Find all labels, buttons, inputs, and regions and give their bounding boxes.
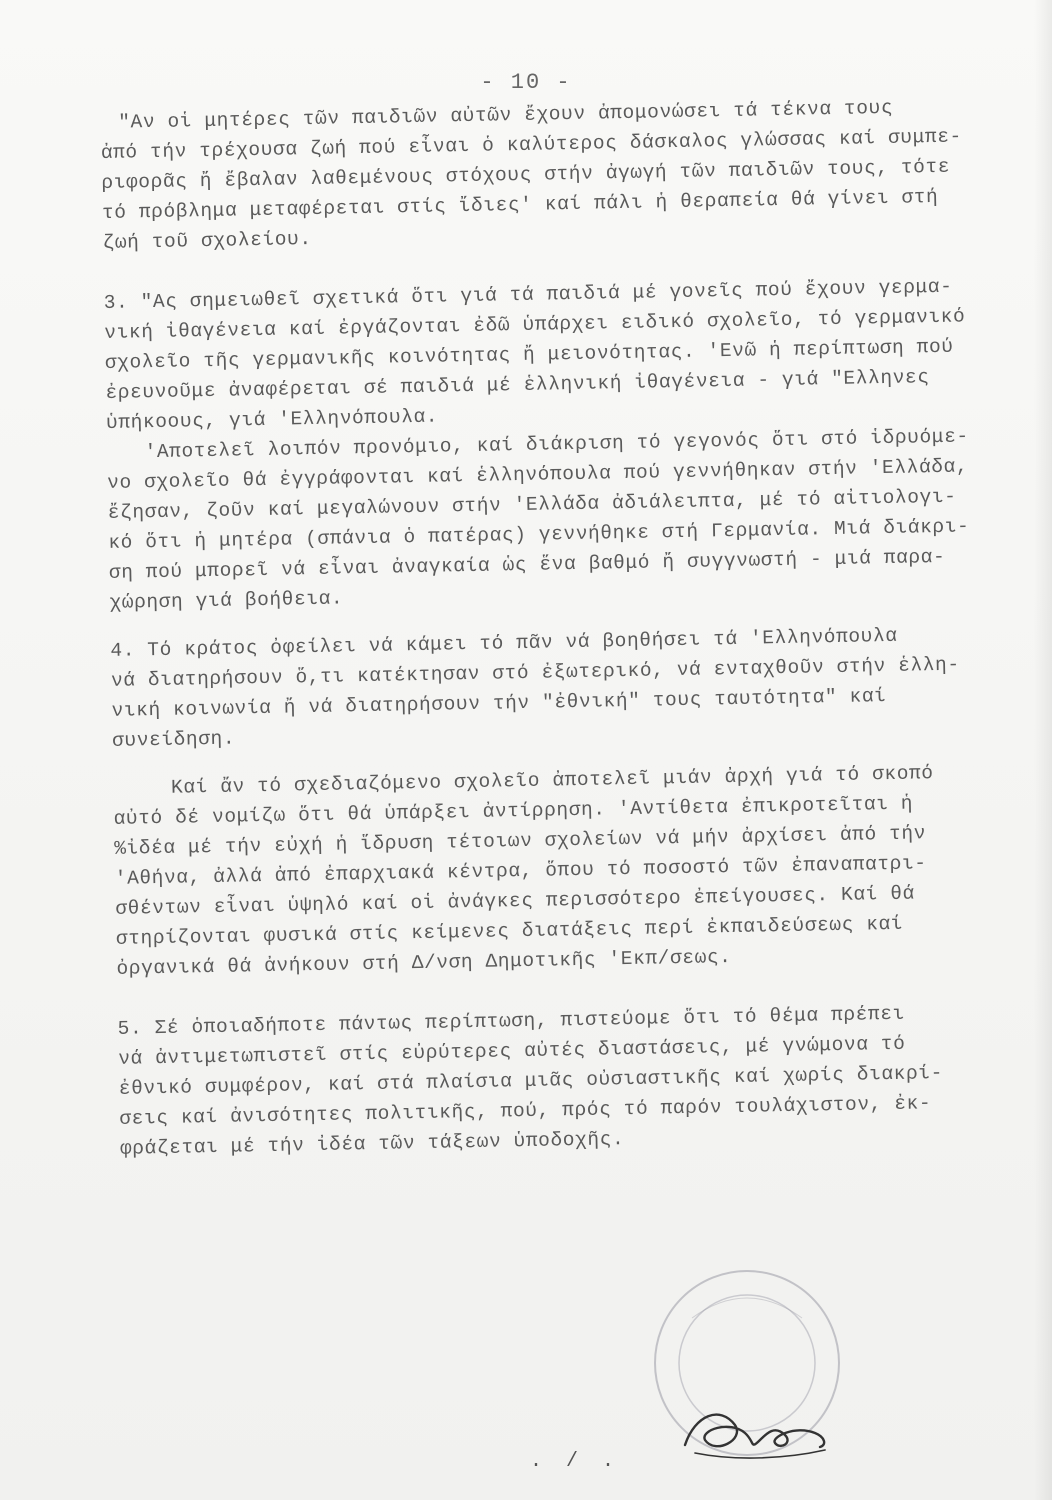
text-line: αὐτό δέ νομίζω ὅτι θά ὑπάρξει ἀντίρρηση. 'Αντίθετα ἐπικροτεῖται ἡ (113, 792, 914, 830)
text-line: νική ἰθαγένεια καί ἐργάζονται ἐδῶ ὑπάρχει ειδικό σχολεῖο, τό γερμανικό (104, 305, 966, 344)
text-line: χώρηση γιά βοήθεια. (109, 587, 344, 614)
page-number: - 10 - (480, 70, 572, 95)
page-edge-shadow (1034, 0, 1052, 1500)
text-line: 'Αθήνα, ἀλλά ἀπό ἐπαρχιακά κέντρα, ὅπου τό ποσοστό τῶν ἐπαναπατρι- (114, 852, 927, 890)
continuation-mark: . / . (530, 1450, 621, 1473)
text-line: ἔζησαν, ζοῦν καί μεγαλώνουν στήν 'Ελλάδα ἀδιάλειπτα, μέ τό αἰτιολογι- (107, 485, 957, 524)
text-line: κό ὅτι ἡ μητέρα (σπάνια ὁ πατέρας) γεννήθηκε στή Γερμανία. Μιά διάκρι- (108, 515, 970, 554)
text-line: ὀργανικά θά ἀνήκουν στή Δ/νση Δημοτικῆς 'Εκπ/σεως. (116, 946, 732, 980)
text-line: νική κοινωνία ἤ νά διατηρήσουν τήν "ἐθνική" τους ταυτότητα" καί (111, 685, 887, 722)
text-line: ἀπό τήν τρέχουσα ζωή πού εἶναι ὁ καλύτερος δάσκαλος γλώσσας καί συμπε- (100, 125, 963, 164)
text-line: ἐθνικό συμφέρον, καί στά πλαίσια μιᾶς οὐσιαστικῆς καί χωρίς διακρί- (118, 1061, 944, 1100)
text-line: 'Αποτελεῖ λοιπόν προνόμιο, καί διάκριση τό γεγονός ὅτι στό ἱδρυόμε- (144, 425, 969, 464)
text-line: σχολεῖο τῆς γερμανικῆς κοινότητας ἤ μειονότητας. 'Ενῶ ἡ περίπτωση πού (104, 335, 954, 374)
text-line: ὑπήκοους, γιά 'Ελληνόπουλα. (105, 405, 439, 434)
text-line: 5. Σέ ὁποιαδήποτε πάντως περίπτωση, πιστεύομε ὅτι τό θέμα πρέπει (117, 1002, 906, 1040)
text-line: σθέντων εἶναι ὑψηλό καί οἱ ἀνάγκες περισσότερο ἐπείγουσες. Καί θά (115, 882, 916, 920)
text-line: ριφορᾶς ἤ ἔβαλαν λαθεμένους στόχους στήν ἀγωγή τῶν παιδιῶν τους, τότε (101, 155, 951, 194)
text-line: συνείδηση. (111, 727, 236, 752)
text-line: φράζεται μέ τήν ἰδέα τῶν τάξεων ὑποδοχῆς. (119, 1128, 625, 1160)
text-line: %ἰδέα μέ τήν εὐχή ἡ ἵδρυση τέτοιων σχολείων νά μήν ἀρχίσει ἀπό τήν (114, 822, 927, 860)
text-line: τό πρόβλημα μεταφέρεται στίς ἴδιες' καί πάλι ἡ θεραπεία θά γίνει στή (101, 185, 939, 224)
text-line: νο σχολεῖο θά ἐγγράφονται καί ἑλληνόπουλα πού γεννήθηκαν στήν 'Ελλάδα, (106, 455, 969, 494)
text-line: νά διατηρήσουν ὅ,τι κατέκτησαν στό ἐξωτερικό, νά ενταχθοῦν στήν ἑλλη- (110, 653, 960, 692)
text-line: σεις καί ἀνισότητες πολιτικῆς, πού, πρός τό παρόν τουλάχιστον, ἐκ- (119, 1092, 932, 1130)
handwritten-signature-icon (675, 1395, 835, 1465)
text-line: 3. "Ας σημειωθεῖ σχετικά ὅτι γιά τά παιδιά μέ γονεῖς πού ἔχουν γερμα- (103, 275, 953, 314)
text-line: "Αν οἱ μητέρες τῶν παιδιῶν αὐτῶν ἔχουν ἀπομονώσει τά τέκνα τους (118, 96, 894, 134)
text-line: ζωή τοῦ σχολείου. (102, 227, 312, 254)
body-text (100, 91, 1020, 1164)
text-line: ση πού μπορεῖ νά εἶναι ἀναγκαία ὡς ἕνα βαθμό ἤ συγγνωστή - μιά παρα- (108, 545, 946, 584)
text-line: νά ἀντιμετωπιστεῖ στίς εὐρύτερες αὐτές διαστάσεις, μέ γνώμονα τό (118, 1032, 906, 1070)
text-line: ἐρευνοῦμε ἀναφέρεται σέ παιδιά μέ ἑλληνική ἰθαγένεια - γιά "Ελληνες (105, 366, 930, 404)
text-line: 4. Τό κράτος ὀφείλει νά κάμει τό πᾶν νά βοηθήσει τά 'Ελληνόπουλα (110, 624, 898, 662)
text-line: στηρίζονται φυσικά στίς κείμενες διατάξεις περί ἐκπαιδεύσεως καί (115, 912, 904, 950)
text-line: Καί ἄν τό σχεδιαζόμενο σχολεῖο ἀποτελεῖ μιάν ἀρχή γιά τό σκοπό (170, 762, 934, 799)
